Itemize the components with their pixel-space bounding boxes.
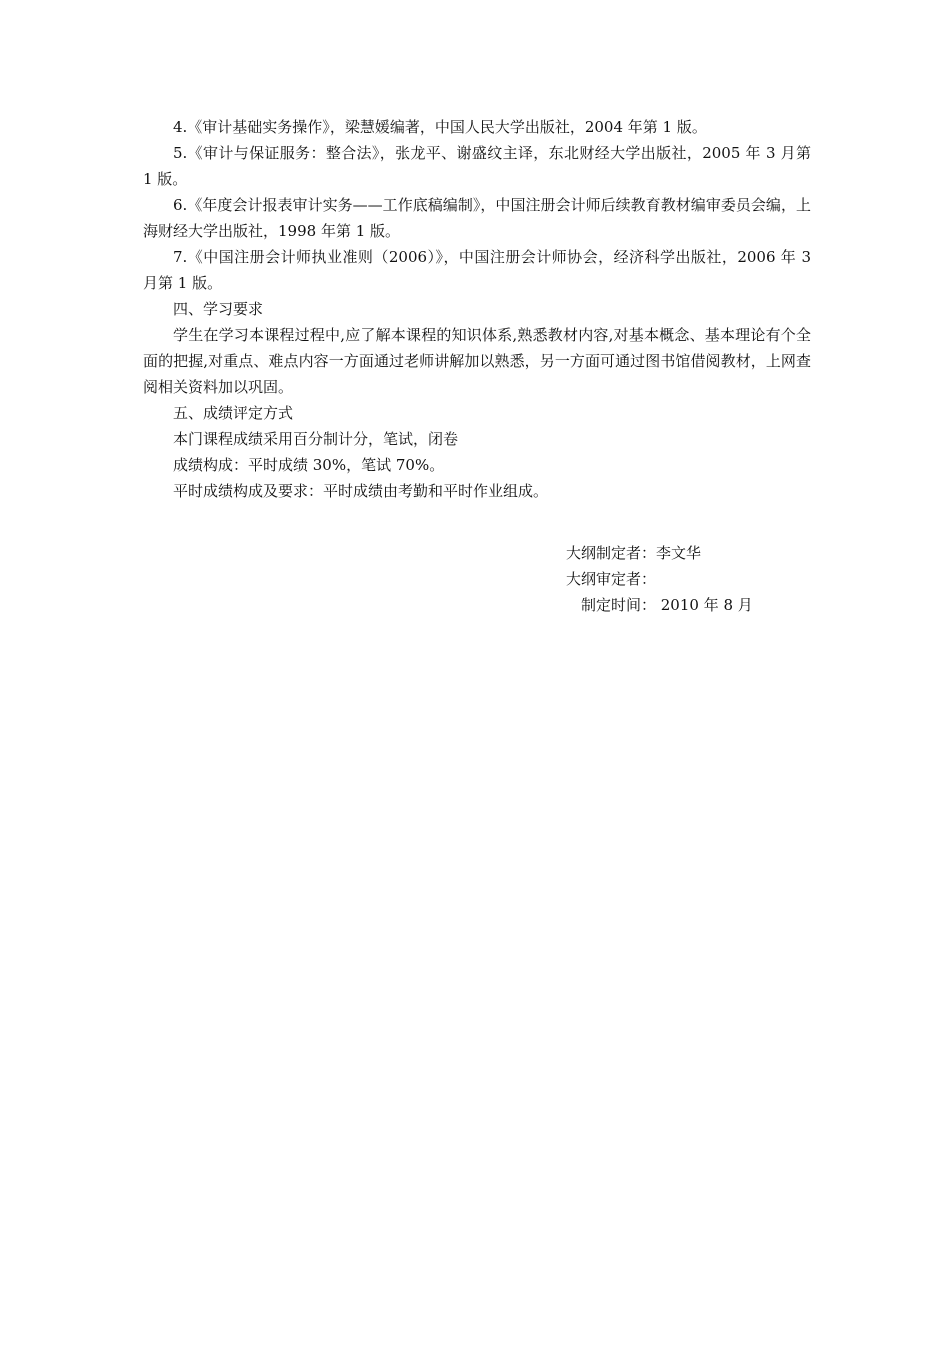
grading-method-line: 本门课程成绩采用百分制计分，笔试，闭卷 — [173, 430, 459, 448]
section-heading-grading: 五、成绩评定方式 — [173, 404, 294, 422]
reference-item-7: 7.《中国注册会计师执业准则（2006）》，中国注册会计师协会，经济科学出版社，2006 年 3 月第 1 版。 — [143, 248, 811, 292]
regular-grade-requirement-line: 平时成绩构成及要求：平时成绩由考勤和平时作业组成。 — [173, 482, 549, 500]
outline-author: 大纲制定者：李文华 — [566, 544, 702, 562]
section-heading-study-requirements: 四、学习要求 — [173, 300, 264, 318]
outline-date: 制定时间： 2010 年 8 月 — [581, 596, 753, 614]
signature-block — [566, 540, 866, 618]
reference-item-6: 6.《年度会计报表审计实务——工作底稿编制》，中国注册会计师后续教育教材编审委员会编，上海财经大学出版社，1998 年第 1 版。 — [143, 196, 811, 240]
reference-item-5: 5.《审计与保证服务：整合法》，张龙平、谢盛纹主译，东北财经大学出版社，2005 年 3 月第 1 版。 — [143, 144, 811, 188]
reference-item-4: 4.《审计基础实务操作》，梁慧媛编著，中国人民大学出版社，2004 年第 1 版。 — [173, 118, 707, 136]
document-body — [143, 114, 811, 504]
grading-composition-line: 成绩构成：平时成绩 30%，笔试 70%。 — [173, 456, 445, 474]
study-requirements-text: 学生在学习本课程过程中,应了解本课程的知识体系,熟悉教材内容,对基本概念、基本理论有个全面的把握,对重点、难点内容一方面通过老师讲解加以熟悉，另一方面可通过图书馆借阅教材，上网查阅相关资料加以巩固。 — [143, 326, 811, 396]
outline-reviewer: 大纲审定者： — [566, 570, 657, 588]
